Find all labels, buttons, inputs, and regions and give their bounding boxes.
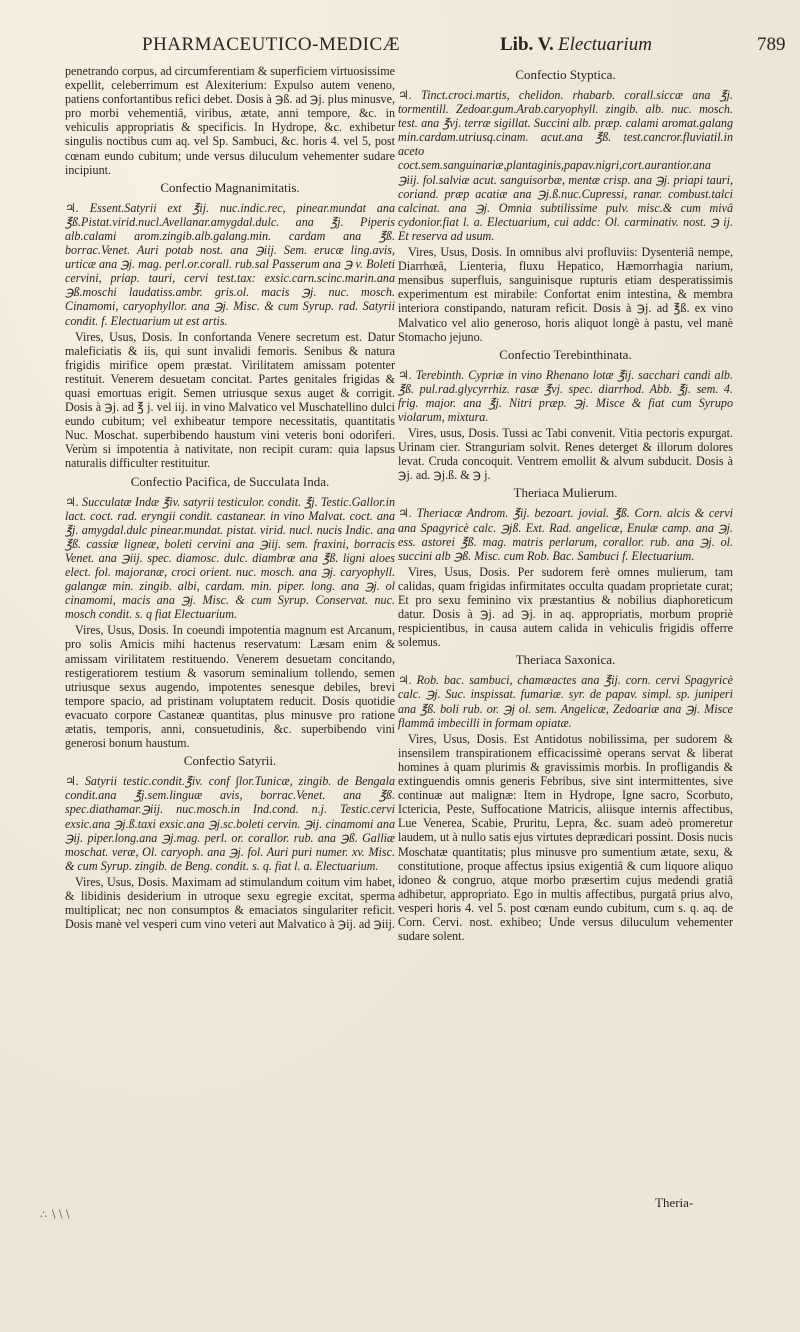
usage-paragraph: Vires, Usus, Dosis. In confortanda Venere secretum est. Datur maleficiatis & iis, qui sunt invalidi femoris. Senibus & natura frigidis mirifice opem præstat. Virilitatem amissam potenter restituit. Venerem desuetam concitat. Partes genitales frigidas & quasi emortuas erigit. Semen utriusque sexus auget & corrigit. Dosis à ℈j. ad ℥ j. vel iij. in vino Malvatico vel Muschatellino dulci eundo cubitum; vel exhibeatur tempore necessitatis, quantitatis Nuc. Moschat. superbibendo haustum vini veteris boni odoriferi. Verùm si impotentia à nativitate, non recipit curam: quia lapsus naturalis difficulter restituitur. (65, 329, 395, 471)
catchword: Theria- (655, 1195, 694, 1210)
running-head-section: Electuarium (558, 34, 652, 55)
running-head-book: Lib. V. (500, 34, 554, 55)
section-heading: Confectio Styptica. (515, 67, 616, 82)
usage-paragraph: Vires, Usus, Dosis. Est Antidotus nobilissima, per sudorem & insensilem transpirationem efficacissimè operans servat & liberat homines à quam plurimis & gravissimis morbis. In profligandis & extinguendis omnis generis Febribus, sive sint intermittentes, sive continuæ aut malignæ: Item in Hydrope, Igne sacro, Scorbuto, Ictericia, Peste, Suffocatione Matricis, aliisque internis affectibus, Lue Venerea, Scabie, Pruritu, Lepra, &c. suam adeò promeretur laudem, ut à nullo satis ejus virtutes deprædicari possint. Dosis nucis Moschatæ quantitatis; plus minusve pro sumentium ætate, sexu, & constitutione, proque affectus ipsius exigentiâ & cum liquore aliquo idoneo & congruo, atque morbo præsertim cujus medendi gratiâ adhibetur, appropriato. Ego in multis affectibus, purgatâ prius alvo, vesperi horis 4. vel 5. post cœnam eundo cubitum, cum s. q. aq. de Corn. Cervi. nost. exhibeo; Unde versus diluculum vehementer sudare solent. (398, 731, 733, 944)
signature-mark: ∴ ∖∖∖ (40, 1209, 71, 1221)
recipe-paragraph: ♃. Satyrii testic.condit.℥iv. conf ∫lor.Tunicæ, zingib. de Bengala condit.ana ℥j.sem.linguæ avis, borrac.Venet. ana ℥ß. spec.diathamar.℈iij. nuc.mosch.in Ind.cond. n.j. Testic.cervi exsic.ana ℈j.ß.taxi exsic.ana ℈j.sc.boleti cervin. ℈ij. cinamomi ana ℈ij. piper.long.ana ℈j.mag. perl. or. corallor. rub. ana ℈ß. Galliæ moschat. veræ, Ol. caryoph. ana ℈j. fol. Auri puri numer. xv. Misc. & cum Syrup. zingib. de Beng. condit. s. q. fiat l. a. Electuarium. (65, 774, 395, 873)
usage-paragraph: Vires, Usus, Dosis. In omnibus alvi profluviis: Dysenteriâ nempe, Diarrhœâ, Lienteria, fluxu Hepatico, Hæmorrhagia narium, mensibus superfluis, sanguinisque rupturis etiam desperatissimis experimentum est mirabile: Confortat enim intestina, & membra interiora constipando, naturam reficit. Dosis à ℈j. ad ℥ß. ex vino Malvatico vel alio generoso, horis aliquot longè à pastu, vel manè Stomacho jejuno. (398, 245, 733, 344)
usage-paragraph: Vires, Usus, Dosis. Per sudorem ferè omnes mulierum, tam calidas, quam frigidas infirmitates occulta quadam proprietate curat; Et pro sexu feminino vix præstantius & nobilius diaphoreticum datur. Dosis à ℈j. ad ℈j. in aq. appropriatis, morbum propriè respicientibus, in causa autem calida in vehiculis frigidis offerre solemus. (398, 564, 733, 650)
running-head-title: PHARMACEUTICO-MEDICÆ (142, 34, 401, 55)
section-heading: Confectio Magnanimitatis. (160, 179, 300, 195)
recipe-paragraph: ♃. Terebinth. Cypriæ in vino Rhenano lotæ ℥ij. sacchari candi alb. ℥ß. pul.rad.glycyrrhiz. rasæ ℥vj. spec. diarrhod. Abb. ℥j. sem. 4. frig. major. ana ℥j. Nitri præp. ℈j. Misce & fiat cum Syrupo violarum, mixtura. (398, 367, 733, 424)
section-heading: Confectio Terebinthinata. (499, 346, 632, 362)
continued-paragraph: penetrando corpus, ad circumferentiam & superficiem virtuosissime expellit, celeberrimum est Alexiterium: Expulso autem veneno, patiens confortantibus refici debet. Dosis à ℈ß. ad ℈j. plus minusve, pro morbi vehementiâ, viribus, ætate, anni tempore, &c. in vehiculis appropriatis & specificis. In Hydrope, &c. exhibetur singulis noctibus cum aq. vel Sp. Sambuci, &c. horis 4. vel 5, post cœnam eundo cubitum; unde versus diluculum vehementer sudare incipiunt. (65, 64, 395, 177)
usage-paragraph: Vires, Usus, Dosis. Maximam ad stimulandum coitum vim habet, & libidinis desiderium in utroque sexu egregie excitat, sperma multiplicat; nec non consumptos & emaciatos singulariter reficit. Dosis manè vel vesperi cum vino veteri aut Malvatico à ℈ij. ad ℈iij. (65, 874, 395, 932)
section-heading: Theriaca Saxonica. (515, 652, 616, 668)
recipe-paragraph: ♃. Succulatæ Indæ ℥iv. satyrii testiculor. condit. ℥j. Testic.Gallor.in lact. coct. rad. eryngii condit. castanear. in vino Malvat. coct. ana ℥j. amygdal.dulc pinear.mundat. pistat. virid. nucl. nucis Indic. ana ℥ß. cassiæ ligneæ, boleti cervini ana ℈iij. sem. fraxini, borracis Venet. ana ℈iij. spec. diamosc. dulc. diambræ ana ℥ß. ligni aloes elect. fol. majoranæ, croci orient. nuc. mosch. ana ℈j. caryophyll. galangæ min. zingib. albi, cardam. min. piper. long. ana ℈j. ol cinamomi, macis ana ℈j. Misc. & cum Syrup. Conservat. nuc. mosch condit. s. q fiat Electuarium. (65, 494, 395, 622)
recipe-paragraph: ♃. Theriacæ Androm. ℥ij. bezoart. jovial. ℥ß. Corn. alcis & cervi ana Spagyricè calc. ℈jß. Ext. Rad. angelicæ, Enulæ camp. ana ℈j. ess. astorei ℥ß. mag. matris perlarum, corallor. rub. ana ℈j. ol. succini alb ℈ß. Misc. cum Rob. Bac. Sambuci f. Electuarium. (398, 506, 733, 563)
recipe-paragraph: ♃. Rob. bac. sambuci, chamæactes ana ℥ij. corn. cervi Spagyricè calc. ℈j. Suc. inspissat. fumariæ. syr. de papav. simpl. sp. juniperi ana ℥ß. boli rub. or. ℈j ol. sem. Angelicæ, Zedoariæ ana ℈j. Misce flammâ imbecilli in formam opiatæ. (398, 673, 733, 730)
section-heading: Confectio Pacifica, de Succulata Inda. (130, 473, 330, 489)
usage-paragraph: Vires, usus, Dosis. Tussi ac Tabi convenit. Vitia pectoris expurgat. Urinam cier. Stranguriam solvit. Renes deterget & illorum dolores levat. Cruda concoquit. Ventrem emollit & alvum subducit. Dosis à ℈j. ad. ℈j.ß. & ℈ j. (398, 426, 733, 483)
recipe-paragraph: ♃. Tinct.croci.martis, chelidon. rhabarb. corall.siccæ ana ℥j. tormentill. Zedoar.gum.Arab.caryophyll. zingib. alb. nuc. mosch. test. ana ℥vj. terræ sigillat. Succini alb. præp. calami aromat.galang min.cardam.utriusq.cinam. acut.ana ℥ß. test.cancror.fluviatil.in aceto coct.sem.sanguinariæ,plantaginis,papav.nigri,cort.aurantior.ana ℈iij. fol.salviæ acut. sanguisorbæ, mentæ crisp. ana ℈j. priapi tauri, coriand. præp acatiæ ana ℈j.ß.nuc.Cupressi, ranar. combust.talci calcinat. ana ℈j. Omnia subtilissime pulv. misc.& cum mivâ cydonior.fiat l. a. Electuarium, cui addc: Ol. carminativ. nost. ℈ ij. Et reserva ad usum. (398, 88, 733, 243)
left-column (65, 64, 395, 1234)
usage-paragraph: Vires, Usus, Dosis. In coeundi impotentia magnum est Arcanum, pro solis Amicis mihi hactenus reservatum: Læsam enim & amissam virilitatem restituendo. Venerem desuetam concitando, restigeratiorem testium & vasorum seminalium tollendo, semen utriusque sexus augendo, impotentes senesque debiles, brevi tempore spacio, ad pristinam voluptatem reducit. Dosis quotidie evacuato corpore Castaneæ quantitas, plus minusve pro ratione ætatis, temporis, anni, consuetudinis, &c. superbibendo vini generosi bonum haustum. (65, 623, 395, 751)
running-head (0, 34, 800, 64)
right-column (398, 64, 733, 1214)
section-heading: Theriaca Mulierum. (513, 485, 618, 501)
section-heading: Confectio Satyrii. (183, 753, 277, 769)
page-number: 789 (757, 34, 786, 55)
recipe-paragraph: ♃. Essent.Satyrii ext ℥ij. nuc.indic.rec, pinear.mundat ana ℥ß.Pistat.virid.nucl.Avellanar.amygdal.dulc. ana ℥j. Piperis alb.calami arom.zingib.alb.galang.min. cardam ana ℥ß. borrac.Venet. Auri potab nost. ana ℈iij. Sem. erucæ ling.avis, urticæ ana ℈j. mag. perl.or.corall. rub.sal Passerum ana ℈ v. Boleti cervini, priap. tauri, cervi test.tax: exsic.carn.scinc.marin.ana ℈ß.moschi laudatiss.ambr. gris.ol. macis ℈j. nuc. mosch. Cinamomi, caryophyllor. ana ℈j. Misc. & cum Syrup. rad. Satyrii condit. f. Electuarium ut est artis. (65, 200, 395, 328)
